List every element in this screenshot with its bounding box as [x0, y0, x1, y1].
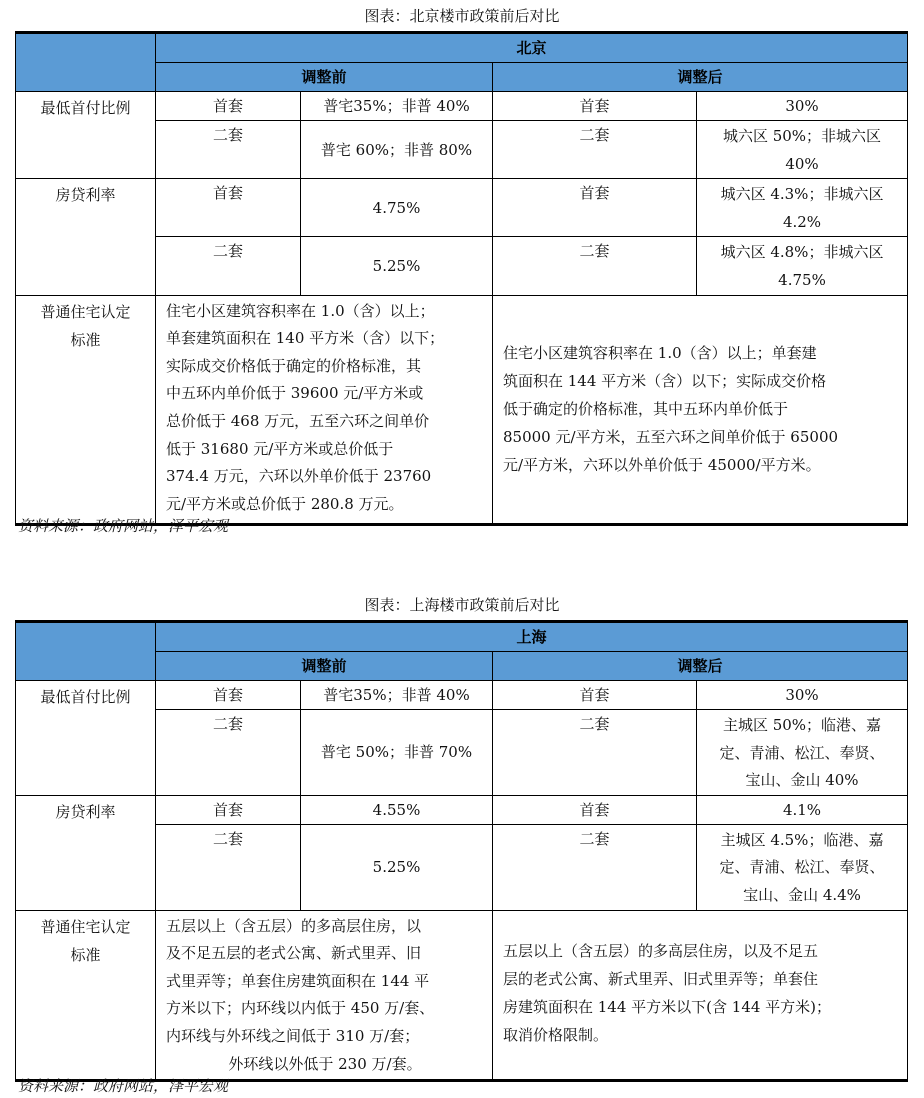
before-dp-first: 普宅35%；非普 40% [301, 681, 493, 710]
before-rate-first: 4.75% [301, 179, 493, 237]
after-dp-second [697, 121, 908, 179]
line: 实际成交价格低于确定的价格标准，其 [166, 356, 422, 375]
line: 总价低于 468 万元，五至六环之间单价 [166, 411, 430, 430]
line: 主城区 50%；临港、嘉 [722, 716, 882, 734]
before-second-label: 二套 [156, 121, 301, 179]
before-second-label: 二套 [156, 710, 301, 796]
before-second-label: 二套 [156, 237, 301, 295]
line: 内环线与外环线之间低于 310 万/套； [166, 1026, 420, 1045]
line: 房建筑面积在 144 平方米以下(含 144 平方米)； [503, 997, 832, 1016]
line: 筑面积在 144 平方米（含）以下；实际成交价格 [503, 372, 827, 391]
down-payment-label: 最低首付比例 [16, 92, 156, 179]
line: 外环线以外低于 230 万/套。 [228, 1054, 422, 1073]
label-line: 普通住宅认定 [40, 917, 131, 936]
after-header: 调整后 [493, 63, 908, 92]
line: 374.4 万元，六环以外单价低于 23760 [166, 467, 432, 486]
header-corner [16, 622, 156, 681]
after-first-label: 首套 [493, 179, 697, 237]
before-rate-second: 5.25% [301, 824, 493, 910]
line: 取消价格限制。 [503, 1025, 609, 1044]
beijing-source: 资料来源：政府网站，泽平宏观 [18, 517, 229, 535]
after-dp-first: 30% [697, 681, 908, 710]
down-payment-label: 最低首付比例 [16, 681, 156, 796]
before-second-label: 二套 [156, 824, 301, 910]
line: 定、青浦、松江、奉贤、 [719, 858, 885, 877]
line: 4.75% [778, 270, 826, 289]
loan-rate-label: 房贷利率 [16, 179, 156, 295]
shanghai-policy-table [15, 620, 908, 1082]
after-first-label: 首套 [493, 795, 697, 824]
line: 40% [785, 154, 819, 173]
line: 五层以上（含五层）的多高层住房，以 [166, 916, 422, 935]
before-header: 调整前 [156, 63, 493, 92]
line: 元/平方米，六环以外单价低于 45000/平方米。 [503, 456, 821, 475]
shanghai-caption: 图表：上海楼市政策前后对比 [364, 596, 560, 614]
loan-rate-label: 房贷利率 [16, 795, 156, 910]
line: 宝山、金山 40% [745, 771, 859, 790]
line: 4.2% [782, 212, 822, 231]
after-second-label: 二套 [493, 121, 697, 179]
after-standard [493, 910, 908, 1080]
before-first-label: 首套 [156, 795, 301, 824]
before-first-label: 首套 [156, 179, 301, 237]
after-dp-first: 30% [697, 92, 908, 121]
before-dp-first: 普宅35%；非普 40% [301, 92, 493, 121]
city-header: 上海 [156, 622, 908, 652]
before-first-label: 首套 [156, 92, 301, 121]
beijing-caption: 图表：北京楼市政策前后对比 [364, 7, 560, 25]
header-corner [16, 33, 156, 92]
shanghai-source: 资料来源：政府网站，泽平宏观 [18, 1077, 229, 1095]
line: 层的老式公寓、新式里弄、旧式里弄等；单套住 [503, 969, 819, 988]
line: 五层以上（含五层）的多高层住房，以及不足五 [503, 941, 819, 960]
city-header: 北京 [156, 33, 908, 63]
line: 主城区 4.5%；临港、嘉 [720, 830, 884, 849]
after-first-label: 首套 [493, 681, 697, 710]
line: 宝山、金山 4.4% [743, 885, 861, 904]
standard-label [16, 295, 156, 524]
before-rate-first: 4.55% [301, 795, 493, 824]
line: 住宅小区建筑容积率在 1.0（含）以上； [166, 301, 435, 320]
line: 住宅小区建筑容积率在 1.0（含）以上；单套建 [503, 344, 817, 363]
before-dp-second: 普宅 50%；非普 70% [301, 710, 493, 796]
after-second-label: 二套 [493, 237, 697, 295]
before-rate-second: 5.25% [301, 237, 493, 295]
line: 低于 31680 元/平方米或总价低于 [166, 439, 394, 458]
label-line: 标准 [70, 330, 101, 349]
line: 低于确定的价格标准，其中五环内单价低于 [503, 400, 789, 419]
before-standard [156, 295, 493, 524]
after-rate-second [697, 237, 908, 295]
before-header: 调整前 [156, 652, 493, 681]
line: 及不足五层的老式公寓、新式里弄、旧 [166, 944, 422, 963]
after-rate-first [697, 179, 908, 237]
after-second-label: 二套 [493, 710, 697, 796]
before-first-label: 首套 [156, 681, 301, 710]
before-dp-second: 普宅 60%；非普 80% [301, 121, 493, 179]
beijing-policy-table [15, 31, 908, 526]
line: 定、青浦、松江、奉贤、 [719, 743, 885, 762]
after-header: 调整后 [493, 652, 908, 681]
standard-label [16, 910, 156, 1080]
after-dp-second [697, 710, 908, 796]
line: 元/平方米或总价低于 280.8 万元。 [166, 494, 404, 513]
line: 城六区 4.3%；非城六区 [720, 185, 884, 204]
line: 方米以下；内环线以内低于 450 万/套、 [166, 999, 435, 1018]
line: 式里弄等；单套住房建筑面积在 144 平 [166, 971, 430, 990]
after-standard [493, 295, 908, 524]
line: 城六区 4.8%；非城六区 [720, 243, 884, 262]
after-first-label: 首套 [493, 92, 697, 121]
line: 中五环内单价低于 39600 元/平方米或 [166, 384, 424, 403]
after-second-label: 二套 [493, 824, 697, 910]
after-rate-first: 4.1% [697, 795, 908, 824]
before-standard [156, 910, 493, 1080]
label-line: 标准 [70, 945, 101, 964]
line: 85000 元/平方米，五至六环之间单价低于 65000 [503, 428, 839, 447]
line: 城六区 50%；非城六区 [722, 127, 882, 145]
line: 单套建筑面积在 140 平方米（含）以下； [166, 329, 445, 348]
after-rate-second [697, 824, 908, 910]
label-line: 普通住宅认定 [40, 302, 131, 321]
